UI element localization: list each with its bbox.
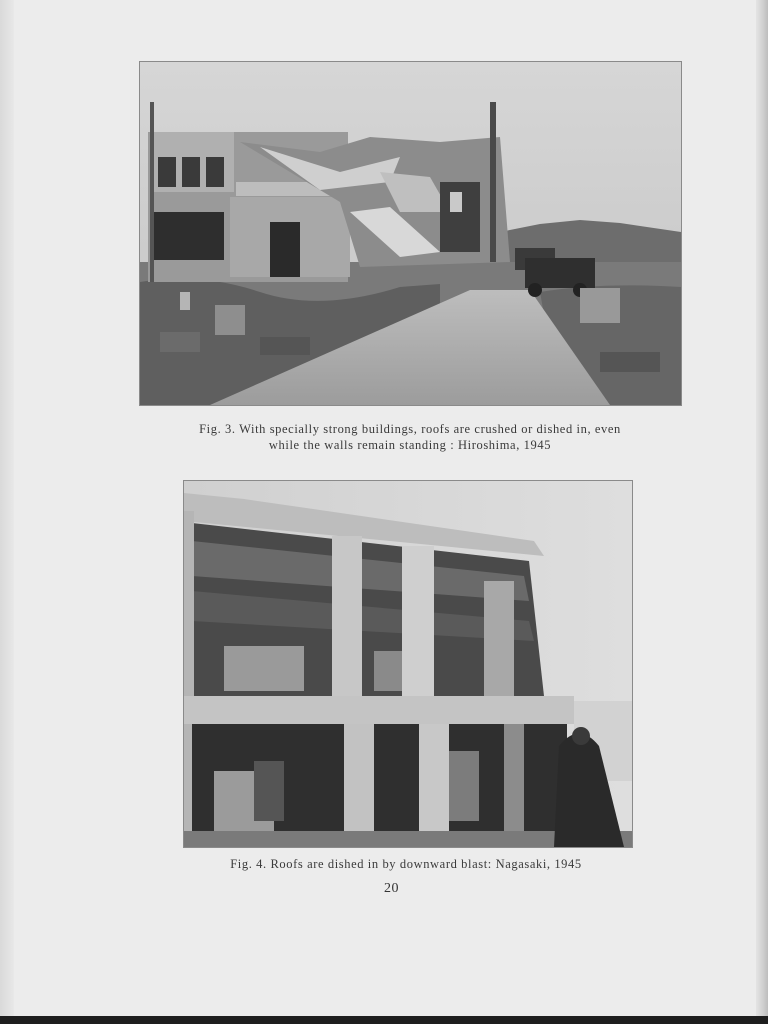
figure-3-caption (130, 421, 690, 453)
figure-3-caption-line-1: Fig. 3. With specially strong buildings, roofs are crushed or dished in, even (199, 422, 621, 436)
figure-4-photo (183, 480, 633, 848)
figure-3-caption-line-2: while the walls remain standing : Hiroshima, 1945 (268, 438, 552, 452)
scan-bottom-border (0, 1016, 768, 1024)
page-right-edge (756, 0, 768, 1024)
figure-3-photo (139, 61, 682, 406)
page-left-edge (0, 0, 14, 1024)
figure-4-caption-line-1: Fig. 4. Roofs are dished in by downward blast: Nagasaki, 1945 (230, 857, 582, 871)
figure-4-caption (150, 856, 662, 872)
page-number: 20 (384, 881, 399, 896)
